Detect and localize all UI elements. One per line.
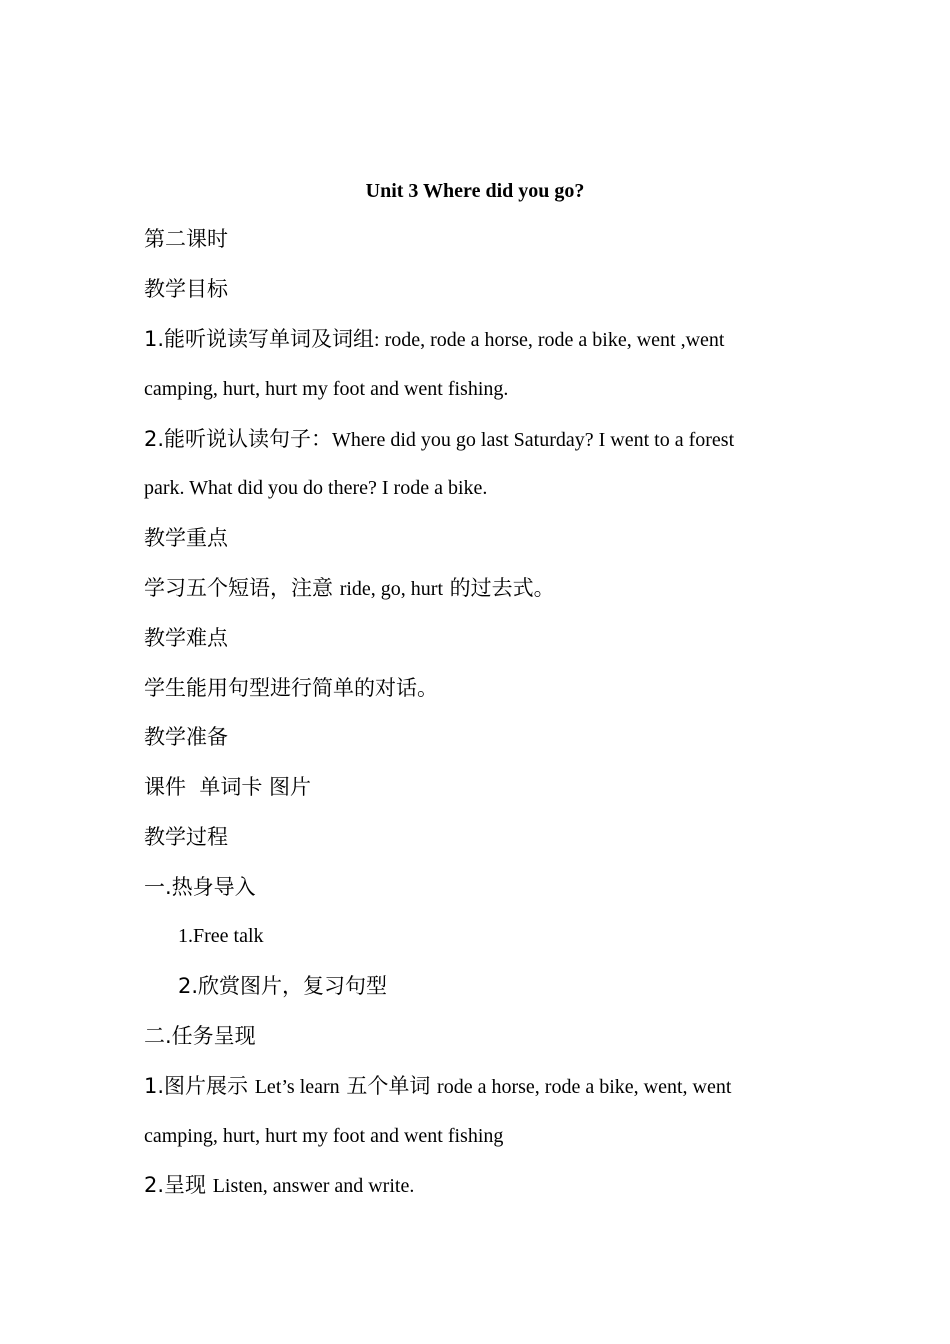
difficulties-heading: 教学难点: [144, 626, 228, 650]
difficulties-text: 学生能用句型进行简单的对话。: [144, 676, 438, 700]
objective-2: [144, 424, 804, 454]
step-2-item-2: [144, 1170, 804, 1200]
step-1-heading: 一.热身导入: [144, 875, 256, 899]
step-2-item-1-part-b: Let’s learn: [254, 1076, 340, 1098]
objective-2-text: Where did you go last Saturday? I went to a forest: [332, 429, 735, 451]
lesson-label: 第二课时: [144, 227, 228, 251]
objective-1-prefix: 1.能听说读写单词及词组: [144, 327, 375, 351]
step-1-item-2: 2.欣赏图片，复习句型: [178, 974, 388, 998]
step-2-item-1-continued: camping, hurt, hurt my foot and went fishing: [144, 1125, 504, 1147]
step-2-item-1: [144, 1071, 804, 1101]
process-heading: 教学过程: [144, 825, 228, 849]
step-2-item-1-part-c: 五个单词: [339, 1074, 438, 1098]
step-2-item-2-part-b: Listen, answer and write.: [212, 1175, 415, 1197]
document-title: Unit 3 Where did you go?: [365, 180, 585, 202]
step-2-item-2-part-a: 2.呈现: [144, 1173, 213, 1197]
step-2-item-1-part-d: rode a horse, rode a bike, went, went: [437, 1076, 732, 1098]
objective-1-text: : rode, rode a horse, rode a bike, went ,went: [374, 329, 725, 351]
objective-1-continued: camping, hurt, hurt my foot and went fishing.: [144, 378, 509, 400]
preparation-heading: 教学准备: [144, 725, 228, 749]
key-points-part-a: 学习五个短语，注意: [144, 576, 340, 600]
objectives-heading: 教学目标: [144, 277, 228, 301]
preparation-text: 课件 单词卡 图片: [144, 775, 312, 799]
key-points-text: [144, 573, 804, 603]
key-points-heading: 教学重点: [144, 526, 228, 550]
step-2-item-1-part-a: 1.图片展示: [144, 1074, 255, 1098]
step-2-heading: 二.任务呈现: [144, 1024, 256, 1048]
key-points-part-b: ride, go, hurt: [339, 578, 443, 600]
key-points-part-c: 的过去式。: [443, 576, 555, 600]
objective-1: [144, 324, 804, 354]
objective-2-continued: park. What did you do there? I rode a bike.: [144, 477, 488, 499]
objective-2-prefix: 2.能听说认读句子：: [144, 427, 333, 451]
step-1-item-1: 1.Free talk: [178, 925, 264, 947]
